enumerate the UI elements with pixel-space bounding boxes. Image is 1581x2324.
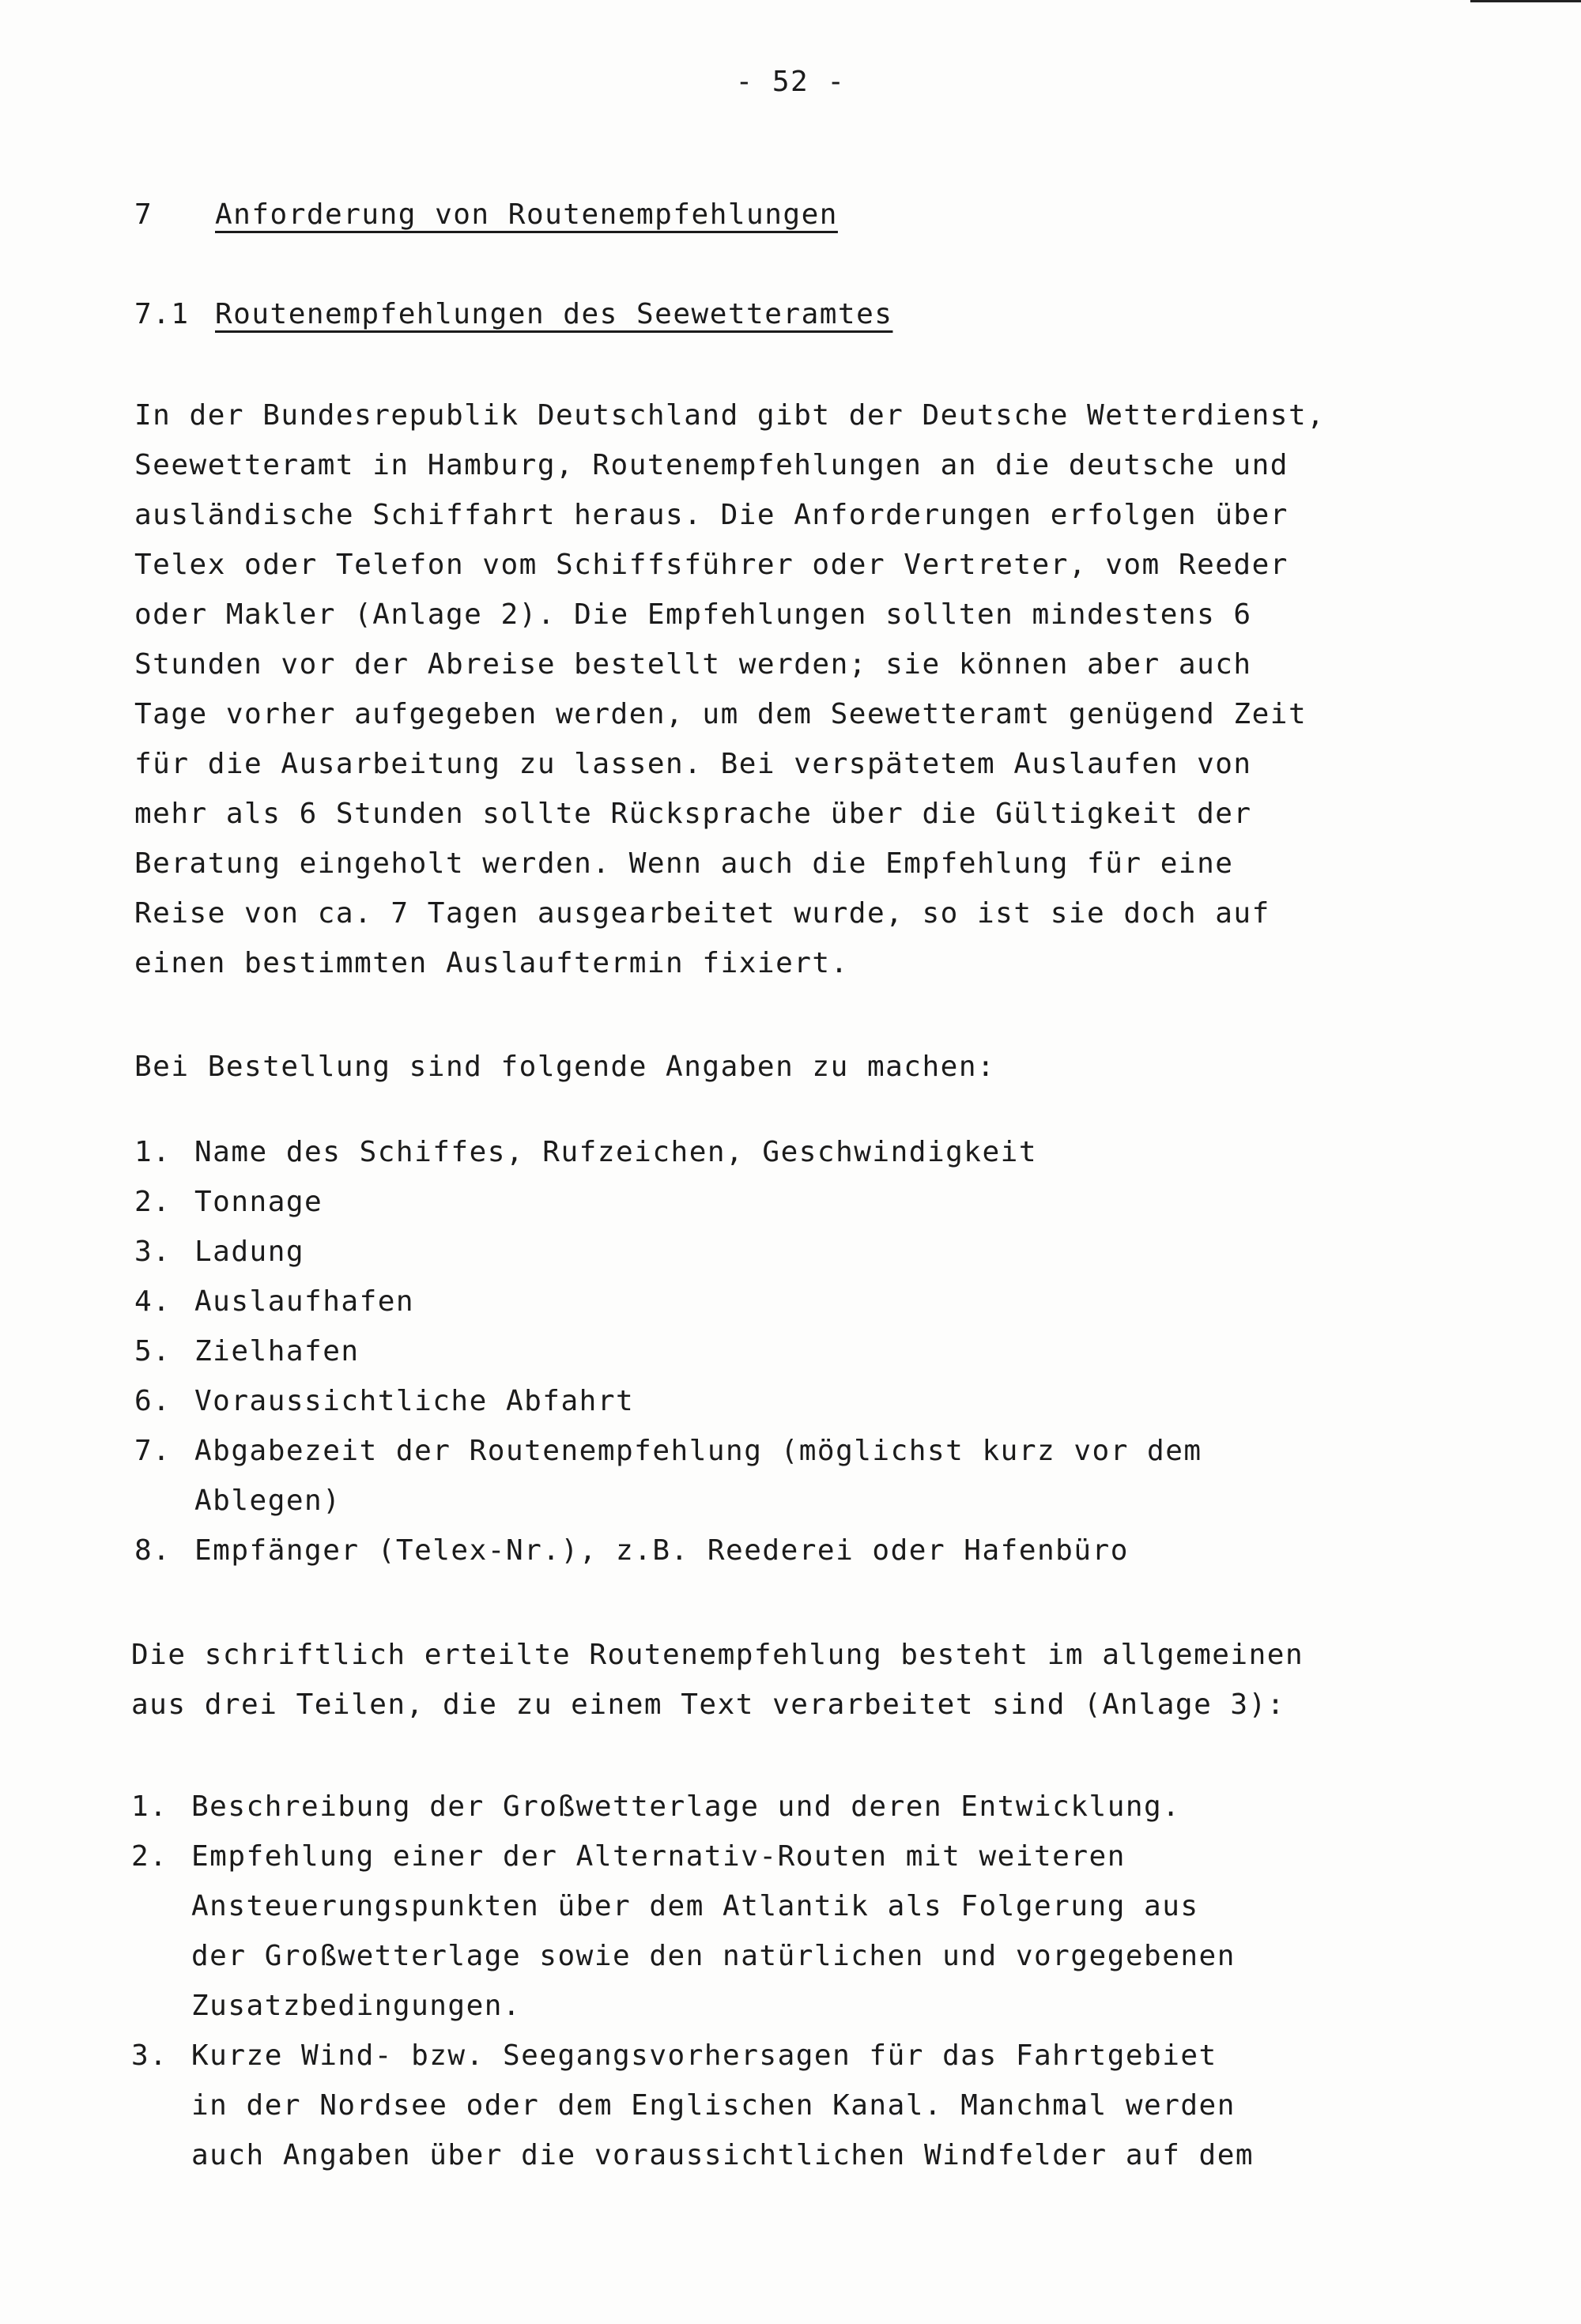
paragraph-line: Tage vorher aufgegeben werden, um dem Seewetteramt genügend Zeit: [134, 698, 1307, 730]
list-item-number: 7.: [134, 1435, 172, 1467]
list-item-number: 1.: [131, 1790, 168, 1823]
paragraph-line: Seewetteramt in Hamburg, Routenempfehlungen an die deutsche und: [134, 449, 1289, 481]
list-item-text: Zusatzbedingungen.: [191, 1990, 522, 2022]
list-item-number: 1.: [134, 1136, 172, 1168]
list-item-text: Ablegen): [194, 1485, 341, 1517]
paragraph-line: ausländische Schiffahrt heraus. Die Anforderungen erfolgen über: [134, 499, 1289, 531]
list-item-text: Kurze Wind- bzw. Seegangsvorhersagen für das Fahrtgebiet: [191, 2039, 1217, 2072]
subsection-number: 7.1: [134, 298, 190, 330]
page-number: - 52 -: [735, 66, 846, 98]
list-item-text: Abgabezeit der Routenempfehlung (möglichst kurz vor dem: [194, 1435, 1202, 1467]
paragraph-line: mehr als 6 Stunden sollte Rücksprache über die Gültigkeit der: [134, 798, 1252, 830]
list-item-number: 3.: [134, 1236, 172, 1268]
list-item-text: Ladung: [194, 1236, 305, 1268]
section-number: 7: [134, 198, 153, 231]
paragraph-line: Beratung eingeholt werden. Wenn auch die Empfehlung für eine: [134, 847, 1234, 880]
list-item-text: auch Angaben über die voraussichtlichen Windfelder auf dem: [191, 2139, 1255, 2171]
scan-edge-line: [1470, 0, 1581, 2]
list-item-number: 8.: [134, 1534, 172, 1567]
paragraph-line: Telex oder Telefon vom Schiffsführer oder Vertreter, vom Reeder: [134, 549, 1289, 581]
list-item-text: Empfänger (Telex-Nr.), z.B. Reederei oder Hafenbüro: [194, 1534, 1129, 1567]
list-1-intro: Bei Bestellung sind folgende Angaben zu machen:: [134, 1051, 996, 1083]
paragraph-line: aus drei Teilen, die zu einem Text verarbeitet sind (Anlage 3):: [131, 1688, 1285, 1721]
subsection-title: Routenempfehlungen des Seewetteramtes: [215, 298, 893, 330]
list-item-text: Name des Schiffes, Rufzeichen, Geschwindigkeit: [194, 1136, 1037, 1168]
list-item-number: 3.: [131, 2039, 168, 2072]
list-item-number: 6.: [134, 1385, 172, 1417]
list-item-text: Beschreibung der Großwetterlage und deren Entwicklung.: [191, 1790, 1181, 1823]
list-item-text: Auslaufhafen: [194, 1285, 415, 1318]
list-item-number: 2.: [131, 1840, 168, 1873]
paragraph-line: für die Ausarbeitung zu lassen. Bei verspätetem Auslaufen von: [134, 748, 1252, 780]
list-item-text: Empfehlung einer der Alternativ-Routen mit weiteren: [191, 1840, 1126, 1873]
paragraph-line: Reise von ca. 7 Tagen ausgearbeitet wurde, so ist sie doch auf: [134, 897, 1270, 930]
list-item-text: Voraussichtliche Abfahrt: [194, 1385, 635, 1417]
list-item-number: 4.: [134, 1285, 172, 1318]
list-item-text: Ansteuerungspunkten über dem Atlantik als Folgerung aus: [191, 1890, 1199, 1922]
list-item-number: 5.: [134, 1335, 172, 1368]
paragraph-line: In der Bundesrepublik Deutschland gibt der Deutsche Wetterdienst,: [134, 399, 1326, 432]
list-item-number: 2.: [134, 1186, 172, 1218]
list-item-text: Zielhafen: [194, 1335, 360, 1368]
paragraph-line: Die schriftlich erteilte Routenempfehlung besteht im allgemeinen: [131, 1639, 1304, 1671]
paragraph-line: einen bestimmten Auslauftermin fixiert.: [134, 947, 849, 979]
list-item-text: der Großwetterlage sowie den natürlichen und vorgegebenen: [191, 1940, 1236, 1972]
section-title: Anforderung von Routenempfehlungen: [215, 198, 838, 231]
list-item-text: in der Nordsee oder dem Englischen Kanal. Manchmal werden: [191, 2089, 1236, 2122]
list-item-text: Tonnage: [194, 1186, 323, 1218]
paragraph-line: oder Makler (Anlage 2). Die Empfehlungen sollten mindestens 6: [134, 598, 1252, 631]
paragraph-line: Stunden vor der Abreise bestellt werden; sie können aber auch: [134, 648, 1252, 681]
